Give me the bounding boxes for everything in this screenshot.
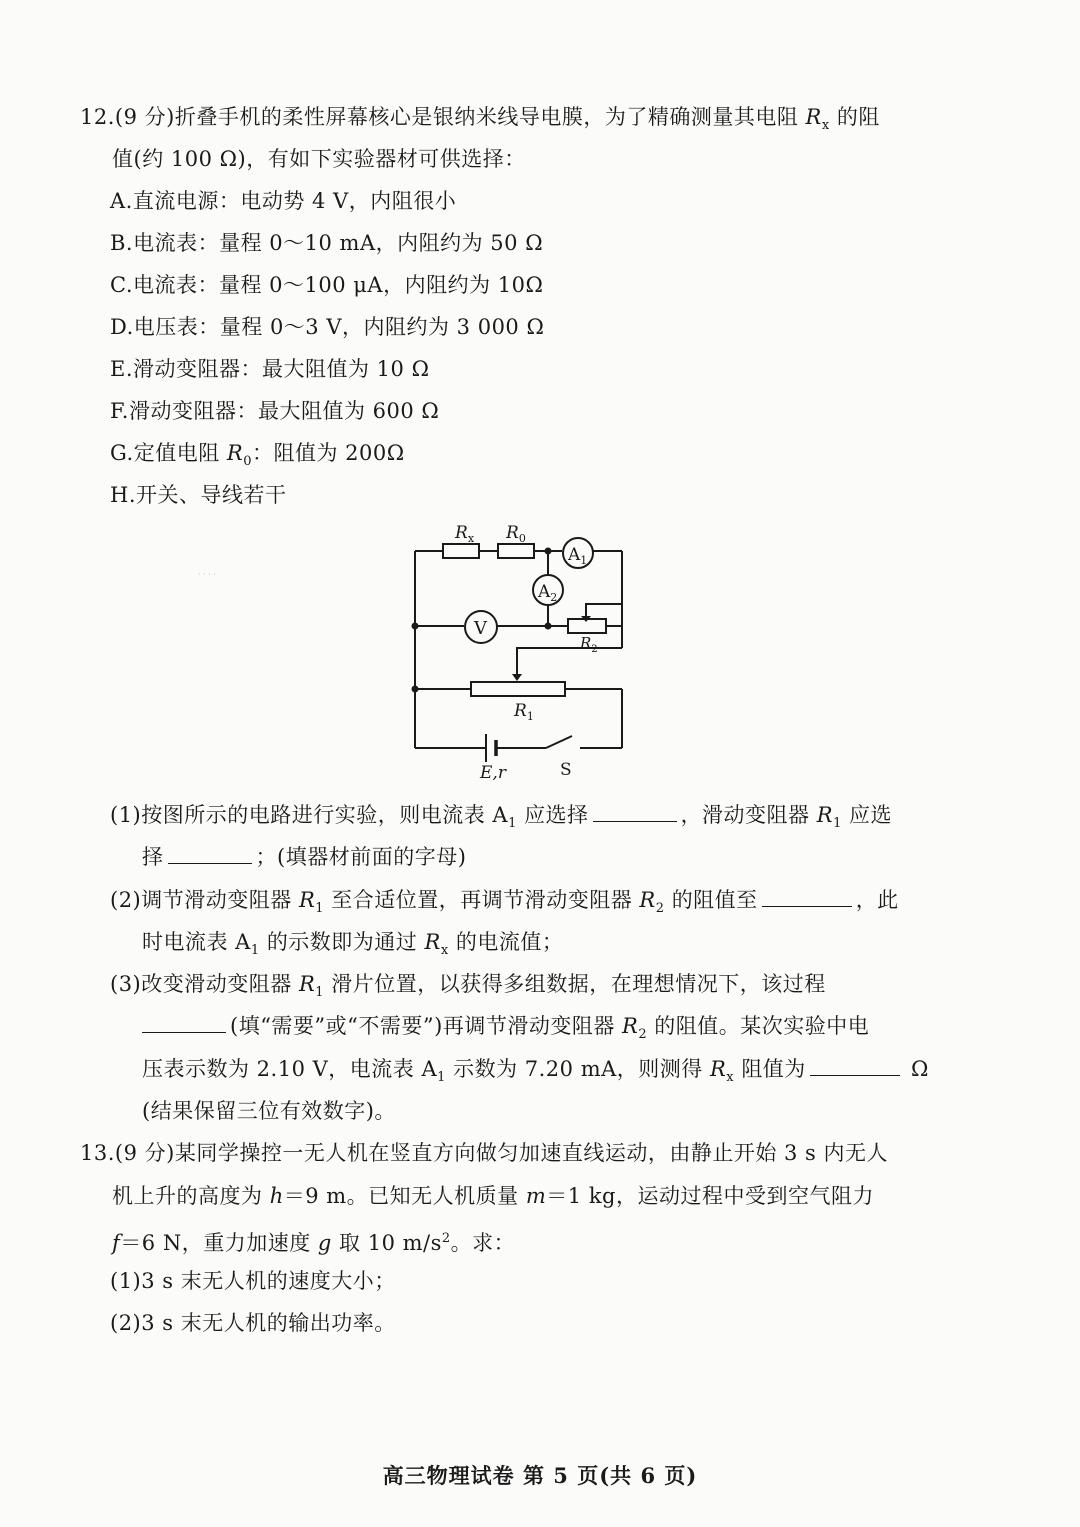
circuit-diagram [400,518,640,788]
q13-line-2: 机上升的高度为 h＝9 m。已知无人机质量 m＝1 kg，运动过程中受到空气阻力 [112,1184,874,1208]
sub3-line-2: (填“需要”或“不需要”)再调节滑动变阻器 $R_2$ 的阻值。某次实验中电 [142,1011,869,1050]
sub1-line-1: (1)按图所示的电路进行实验，则电流表 $A_1$ 应选择 ，滑动变阻器 $R_1$ 应选 [110,803,893,832]
sub1-line-2: 择 ；(填器材前面的字母) [142,845,467,869]
sub3-line-4: (结果保留三位有效数字)。 [142,1099,396,1123]
label-r0: $R_0$ [506,523,526,545]
option-d: D.电压表：量程 0～3 V，内阻约为 3 000 Ω [110,315,545,339]
option-c: C.电流表：量程 0～100 μA，内阻约为 10Ω [110,273,544,297]
q13-sub-2: (2)3 s 末无人机的输出功率。 [110,1311,396,1335]
label-v: V [474,618,487,639]
resistor-rx [443,544,479,558]
sub3-line-1: (3)改变滑动变阻器 $R_1$ 滑片位置，以获得多组数据，在理想情况下，该过程 [110,972,826,1001]
option-a: A.直流电源：电动势 4 V，内阻很小 [110,189,457,213]
sub2-line-2: 时电流表 $A_1$ 的示数即为通过 $R_x$ 的电流值； [142,930,564,959]
label-s: S [560,760,572,780]
q13-line-1: 13.(9 分)某同学操控一无人机在竖直方向做匀加速直线运动，由静止开始 3 s 内无人 [80,1141,888,1165]
page-footer: 高三物理试卷 第 5 页(共 6 页) [382,1463,698,1488]
option-g: G.定值电阻 $R_0$：阻值为 200Ω [110,441,405,470]
label-rx: $R_x$ [455,523,475,545]
label-a1: $A_1$ [568,545,588,567]
scan-speck: · · · · [198,570,216,579]
option-e: E.滑动变阻器：最大阻值为 10 Ω [110,357,430,381]
q12-line-2: 值(约 100 Ω)，有如下实验器材可供选择： [112,147,526,171]
q13-line-3: f＝6 N，重力加速度 g 取 10 $m/s^2$。求： [112,1231,516,1255]
sub3-line-3: 压表示数为 2.10 V，电流表 $A_1$ 示数为 7.20 mA，则测得 $R_x$ 阻值为 Ω [142,1057,929,1086]
rheostat-r1 [471,682,565,696]
resistor-r0 [498,544,534,558]
option-h: H.开关、导线若干 [110,483,287,507]
option-f: F.滑动变阻器：最大阻值为 600 Ω [110,399,440,423]
q13-sub-1: (1)3 s 末无人机的速度大小； [110,1269,396,1293]
label-r1: $R_1$ [514,701,534,723]
label-er: E,r [480,763,506,783]
rheostat-r2 [568,619,606,633]
label-r2: $R_2$ [580,634,598,655]
label-a2: $A_2$ [538,582,558,604]
sub2-line-1: (2)调节滑动变阻器 $R_1$ 至合适位置，再调节滑动变阻器 $R_2$ 的阻值至 ，此 [110,888,899,917]
q12-line-1: 12.(9 分)折叠手机的柔性屏幕核心是银纳米线导电膜，为了精确测量其电阻 $R_x$ 的阻 [80,105,880,134]
option-b: B.电流表：量程 0～10 mA，内阻约为 50 Ω [110,231,544,255]
